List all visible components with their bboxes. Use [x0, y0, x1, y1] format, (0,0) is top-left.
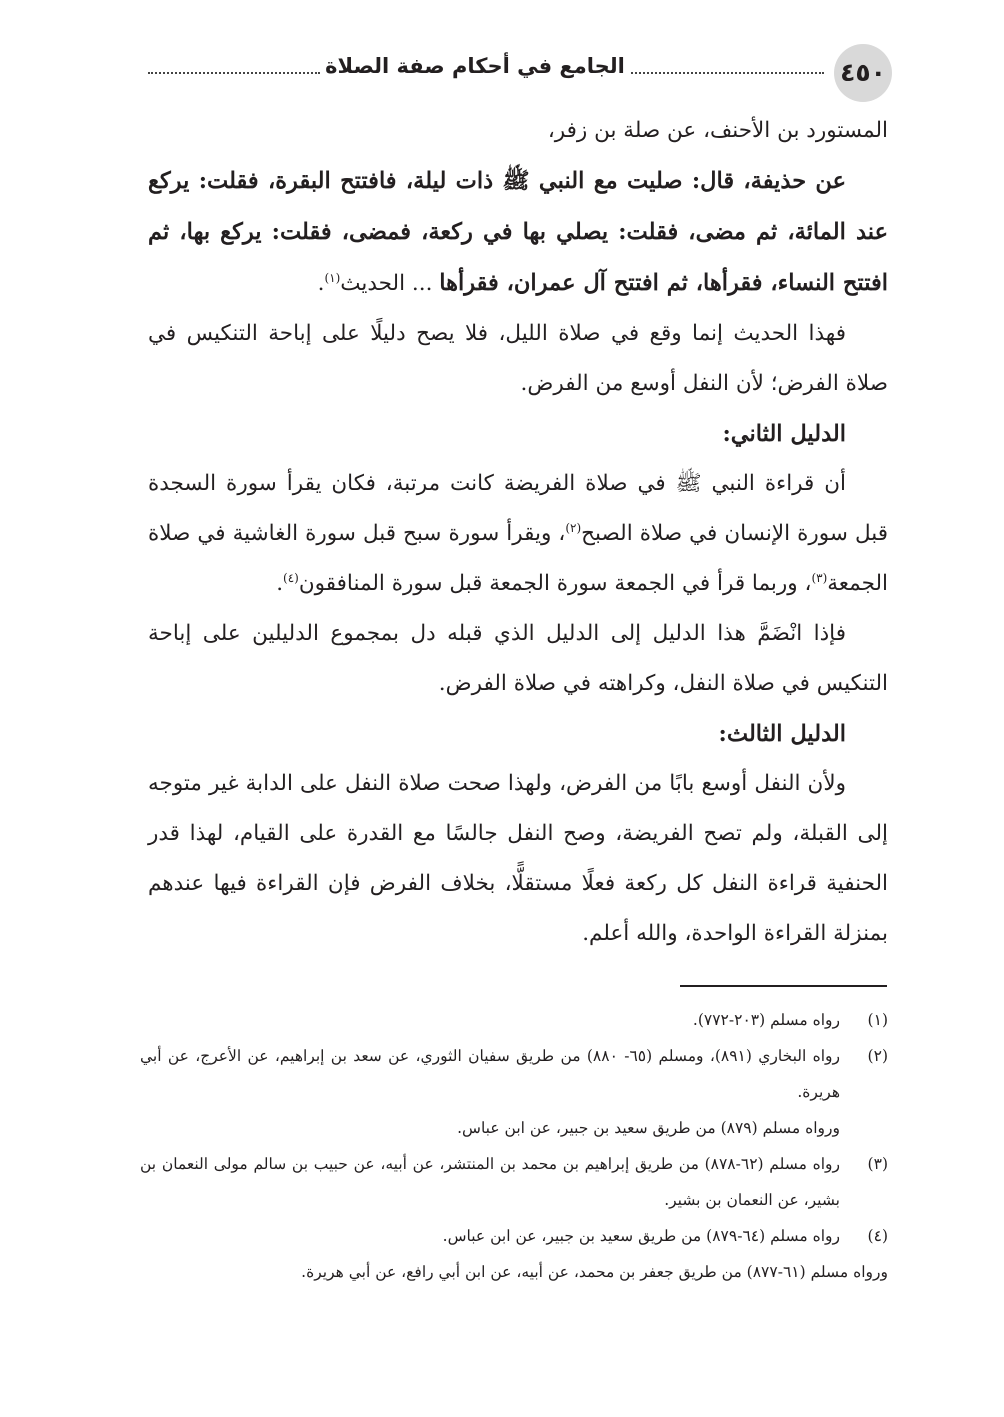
paragraph-isnad: المستورد بن الأحنف، عن صلة بن زفر، [547, 118, 888, 143]
paragraph-commentary: فهذا الحديث إنما وقع في صلاة الليل، فلا يصح دليلًا على إباحة التنكيس في صلاة الفرض؛ لأن النفل أوسع من الفرض. [148, 321, 888, 396]
footnote-ref-1[interactable]: (١) [324, 270, 341, 285]
footnote-4 [140, 1218, 888, 1254]
footnote-1 [140, 1002, 888, 1038]
footnote-2 [140, 1038, 888, 1146]
footnote-text: رواه مسلم (٦٤-٨٧٩) من طريق سعيد بن جبير، عن ابن عباس. [442, 1227, 840, 1245]
footnote-text: رواه مسلم (٦٢-٨٧٨) من طريق إبراهيم بن محمد بن المنتشر، عن أبيه، عن حبيب بن سالم مولى النعمان بن بشير، عن النعمان بن بشير. [140, 1155, 840, 1209]
heading-second-evidence: الدليل الثاني: [722, 421, 846, 447]
footnote-continuation: ورواه مسلم (٦١-٨٧٧) من طريق جعفر بن محمد، عن أبيه، عن ابن أبي رافع، عن أبي هريرة. [301, 1263, 888, 1281]
paragraph-third-evidence: ولأن النفل أوسع بابًا من الفرض، ولهذا صحت صلاة النفل على الدابة غير متوجه إلى القبلة، ولم تصح الفريضة، وصح النفل جالسًا مع القدرة على القيام، لهذا قدر الحنفية قراءة النفل كل ركعة فعلًا مستقلًّا، بخلاف الفرض فإن القراءة فيها عندهم بمنزلة القراءة الواحدة، والله أعلم. [148, 771, 888, 946]
footnote-3 [140, 1146, 888, 1218]
footnote-number: (١) [867, 1011, 888, 1029]
footnote-text: رواه البخاري (٨٩١)، ومسلم (٦٥- ٨٨٠) من طريق سفيان الثوري، عن سعد بن إبراهيم، عن الأعرج، عن أبي هريرة. [140, 1047, 840, 1101]
hadith-text: عن حذيفة، قال: صليت مع النبي ﷺ ذات ليلة، فافتتح البقرة، فقلت: يركع عند المائة، ثم مضى، فقلت: يصلي بها في ركعة، فمضى، فقلت: يركع بها، ثم افتتح النساء، فقرأها، ثم افتتح آل عمران، فقرأها [148, 168, 888, 296]
footnote-ref-3[interactable]: (٣) [811, 570, 828, 585]
second-evidence-part-c: ، وربما قرأ في الجمعة سورة الجمعة قبل سورة المنافقون [298, 571, 812, 596]
footnote-ref-4[interactable]: (٤) [283, 570, 299, 585]
footnote-text: ورواه مسلم (٨٧٩) من طريق سعيد بن جبير، عن ابن عباس. [457, 1119, 840, 1137]
footnote-separator [680, 985, 887, 987]
footnote-text: رواه مسلم (٢٠٣-٧٧٢). [692, 1011, 840, 1029]
footnote-number: (٢) [867, 1047, 888, 1065]
page-number-badge: ٤٥٠ [834, 44, 892, 102]
hadith-end: . [317, 271, 325, 296]
second-evidence-part-a: أن قراءة النبي ﷺ في صلاة الفريضة كانت مرتبة، فكان يقرأ سورة السجدة قبل سورة الإنسان في صلاة الصبح [148, 471, 888, 546]
second-evidence-part-b: ، ويقرأ سورة سبح قبل سورة الغاشية في صلاة الجمعة [148, 521, 888, 596]
footnote-number: (٣) [867, 1155, 888, 1173]
main-text [148, 106, 888, 959]
paragraph-hadith [148, 156, 888, 309]
header-dotted-rule-left [148, 72, 320, 74]
second-evidence-end: . [276, 571, 284, 596]
paragraph-second-evidence [148, 459, 888, 609]
footnote-ref-2[interactable]: (٢) [565, 520, 582, 535]
paragraph-combined-evidence: فإذا انْضَمَّ هذا الدليل إلى الدليل الذي قبله دل بمجموع الدليلين على إباحة التنكيس في صلاة النفل، وكراهته في صلاة الفرض. [148, 621, 888, 696]
running-header-title: الجامع في أحكام صفة الصلاة [320, 54, 630, 78]
hadith-tail: ... الحديث [340, 271, 440, 296]
header-dotted-rule-right [628, 72, 824, 74]
footnote-number: (٤) [867, 1227, 888, 1245]
heading-third-evidence: الدليل الثالث: [718, 721, 846, 747]
footnotes [140, 1002, 888, 1290]
